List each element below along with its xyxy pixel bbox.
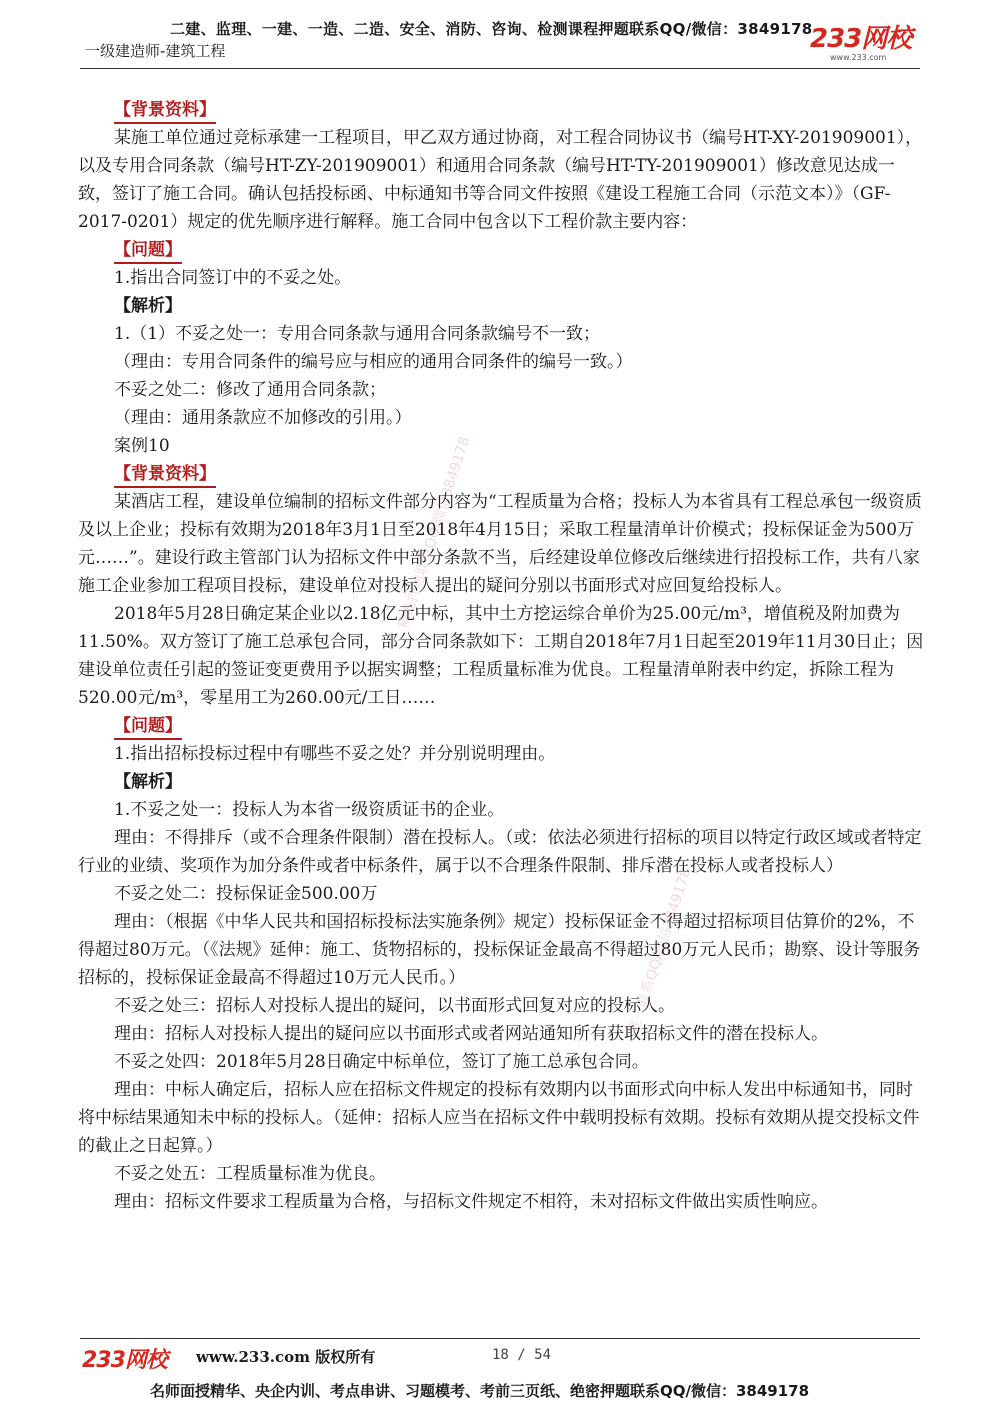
brand-logo: 233网校	[810, 24, 912, 54]
background-paragraph: 2018年5月28日确定某企业以2.18亿元中标，其中土方挖运综合单价为25.00元/m³，增值税及附加费为11.50%。双方签订了施工总承包合同，部分合同条款如下：工期自2018年7月1日起至2019年11月30日止；因建设单位责任引起的签证变更费用予以据实调整；工程质量标准为优良。工程量清单附表中约定，拆除工程为520.00元/m³，零星用工为260.00元/工日……	[78, 604, 924, 708]
analysis-paragraph: 不妥之处三：招标人对投标人提出的疑问，以书面形式回复对应的投标人。	[114, 996, 675, 1016]
footer-logo: 233网校	[82, 1348, 167, 1373]
analysis-paragraph: 1.不妥之处一：投标人为本省一级资质证书的企业。	[114, 800, 505, 820]
analysis-line: 不妥之处二：修改了通用合同条款；	[114, 380, 386, 400]
background-tag: 【背景资料】	[114, 98, 216, 124]
analysis-tag: 【解析】	[114, 296, 182, 316]
analysis-paragraph: 理由：中标人确定后，招标人应在招标文件规定的投标有效期内以书面形式向中标人发出中标通知书，同时将中标结果通知未中标的投标人。（延伸：招标人应当在招标文件中载明投标有效期。投标有效期从提交投标文件的截止之日起算。）	[78, 1080, 920, 1156]
question-text: 1.指出招标投标过程中有哪些不妥之处？并分别说明理由。	[114, 744, 556, 764]
analysis-paragraph: 不妥之处四：2018年5月28日确定中标单位，签订了施工总承包合同。	[114, 1052, 649, 1072]
analysis-line: （理由：通用条款应不加修改的引用。）	[114, 408, 412, 428]
analysis-paragraph: 理由：招标文件要求工程质量为合格，与招标文件规定不相符，未对招标文件做出实质性响应。	[114, 1192, 828, 1212]
analysis-paragraph: 理由：不得排斥（或不合理条件限制）潜在投标人。（或：依法必须进行招标的项目以特定行政区域或者特定行业的业绩、奖项作为加分条件或者中标条件，属于以不合理条件限制、排斥潜在投标人或者投标人）	[78, 828, 922, 876]
footer-promo: 名师面授精华、央企内训、考点串讲、习题模考、考前三页纸、绝密押题联系QQ/微信：3849178	[150, 1382, 810, 1400]
analysis-paragraph: 不妥之处二：投标保证金500.00万	[114, 884, 378, 904]
document-body	[78, 96, 924, 1216]
footer-copyright: www.233.com 版权所有	[196, 1348, 376, 1366]
question-tag: 【问题】	[114, 238, 182, 264]
analysis-line: 1.（1）不妥之处一：专用合同条款与通用合同条款编号不一致；	[114, 324, 601, 344]
watermark-1: 精准押题联系QQ/微信3849178	[395, 434, 474, 631]
header-divider	[80, 68, 920, 69]
header-promo: 二建、监理、一建、一造、二造、安全、消防、咨询、检测课程押题联系QQ/微信：3849178	[170, 20, 813, 38]
analysis-paragraph: 理由：（根据《中华人民共和国招标投标法实施条例》规定）投标保证金不得超过招标项目估算价的2%，不得超过80万元。（《法规》延伸：施工、货物招标的，投标保证金最高不得超过80万元人民币；勘察、设计等服务招标的，投标保证金最高不得超过10万元人民币。）	[78, 912, 921, 988]
question-tag: 【问题】	[114, 714, 182, 740]
brand-url: www.233.com	[830, 53, 887, 62]
background-paragraph: 某施工单位通过竞标承建一工程项目，甲乙双方通过协商，对工程合同协议书（编号HT-XY-201909001），以及专用合同条款（编号HT-ZY-201909001）和通用合同条款（编号HT-TY-201909001）修改意见达成一致，签订了施工合同。确认包括投标函、中标通知书等合同文件按照《建设工程施工合同（示范文本）》（GF-2017-0201）规定的优先顺序进行解释。施工合同中包含以下工程价款主要内容：	[78, 128, 923, 232]
header-subtitle: 一级建造师-建筑工程	[85, 42, 226, 60]
analysis-line: （理由：专用合同条件的编号应与相应的通用合同条件的编号一致。）	[114, 352, 633, 372]
page-number: 18 / 54	[492, 1347, 552, 1363]
analysis-paragraph: 理由：招标人对投标人提出的疑问应以书面形式或者网站通知所有获取招标文件的潜在投标人。	[114, 1024, 828, 1044]
question-text: 1.指出合同签订中的不妥之处。	[114, 268, 352, 288]
watermark-2: 唯一联系QQ/微信3849178	[625, 866, 695, 1036]
background-tag: 【背景资料】	[114, 462, 216, 488]
analysis-tag: 【解析】	[114, 772, 182, 792]
case-label: 案例10	[114, 436, 170, 456]
footer-divider	[80, 1338, 920, 1339]
background-paragraph: 某酒店工程，建设单位编制的招标文件部分内容为“工程质量为合格；投标人为本省具有工程总承包一级资质及以上企业；投标有效期为2018年3月1日至2018年4月15日；采取工程量清单计价模式；投标保证金为500万元……”。建设行政主管部门认为招标文件中部分条款不当，后经建设单位修改后继续进行招投标工作，共有八家施工企业参加工程项目投标，建设单位对投标人提出的疑问分别以书面形式对应回复给投标人。	[78, 492, 922, 596]
analysis-paragraph: 不妥之处五：工程质量标准为优良。	[114, 1164, 386, 1184]
